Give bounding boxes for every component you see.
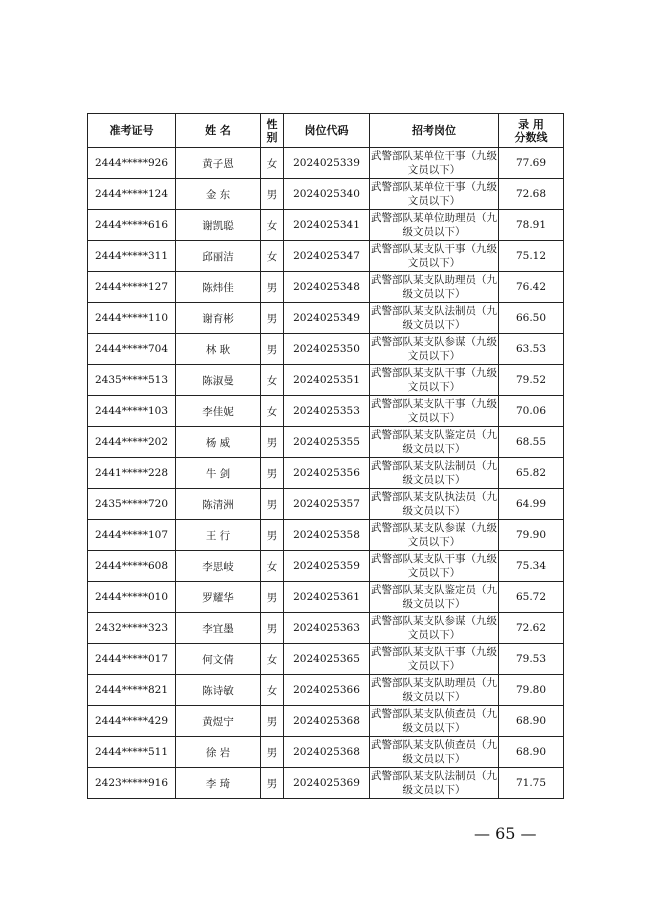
cell-name: 徐 岩: [176, 737, 261, 768]
cell-post-code: 2024025357: [284, 489, 370, 520]
cell-exam-id: 2444*****110: [88, 303, 176, 334]
cell-post-code: 2024025358: [284, 520, 370, 551]
cell-gender: 男: [261, 582, 284, 613]
cell-post-code: 2024025341: [284, 210, 370, 241]
page-number: — 65 —: [474, 824, 537, 843]
cell-gender: 女: [261, 675, 284, 706]
cell-exam-id: 2444*****103: [88, 396, 176, 427]
cell-exam-id: 2444*****616: [88, 210, 176, 241]
cell-gender: 男: [261, 737, 284, 768]
cell-name: 李宜墨: [176, 613, 261, 644]
cell-exam-id: 2444*****821: [88, 675, 176, 706]
cell-name: 谢育彬: [176, 303, 261, 334]
cell-gender: 男: [261, 768, 284, 799]
cell-exam-id: 2435*****720: [88, 489, 176, 520]
cell-name: 李 琦: [176, 768, 261, 799]
table-row: [88, 768, 564, 799]
cell-post: 武警部队某支队参谋（九级文员以下）: [370, 613, 499, 644]
cell-post: 武警部队某支队鉴定员（九级文员以下）: [370, 427, 499, 458]
cell-gender: 女: [261, 551, 284, 582]
cell-exam-id: 2444*****017: [88, 644, 176, 675]
cell-post: 武警部队某支队干事（九级文员以下）: [370, 396, 499, 427]
cell-exam-id: 2444*****704: [88, 334, 176, 365]
header-name: 姓 名: [176, 114, 261, 148]
cell-post: 武警部队某单位助理员（九级文员以下）: [370, 210, 499, 241]
cell-exam-id: 2444*****311: [88, 241, 176, 272]
cell-score: 78.91: [499, 210, 564, 241]
cell-exam-id: 2432*****323: [88, 613, 176, 644]
cell-gender: 女: [261, 644, 284, 675]
cell-exam-id: 2444*****511: [88, 737, 176, 768]
cell-gender: 男: [261, 613, 284, 644]
table-row: [88, 737, 564, 768]
table-row: [88, 675, 564, 706]
table-row: [88, 241, 564, 272]
cell-post: 武警部队某单位干事（九级文员以下）: [370, 148, 499, 179]
cell-exam-id: 2441*****228: [88, 458, 176, 489]
cell-score: 70.06: [499, 396, 564, 427]
cell-post-code: 2024025363: [284, 613, 370, 644]
cell-name: 杨 威: [176, 427, 261, 458]
cell-post-code: 2024025350: [284, 334, 370, 365]
cell-score: 72.62: [499, 613, 564, 644]
cell-exam-id: 2444*****429: [88, 706, 176, 737]
cell-post: 武警部队某支队干事（九级文员以下）: [370, 365, 499, 396]
cell-score: 68.90: [499, 706, 564, 737]
cell-score: 75.34: [499, 551, 564, 582]
cell-name: 李思岐: [176, 551, 261, 582]
cell-post: 武警部队某支队干事（九级文员以下）: [370, 551, 499, 582]
cell-post: 武警部队某单位干事（九级文员以下）: [370, 179, 499, 210]
header-exam-id: 准考证号: [88, 114, 176, 148]
header-post: 招考岗位: [370, 114, 499, 148]
cell-post-code: 2024025359: [284, 551, 370, 582]
cell-gender: 女: [261, 365, 284, 396]
cell-post: 武警部队某支队侦查员（九级文员以下）: [370, 737, 499, 768]
cell-name: 何文倩: [176, 644, 261, 675]
table-row: [88, 644, 564, 675]
cell-post-code: 2024025348: [284, 272, 370, 303]
cell-gender: 女: [261, 241, 284, 272]
cell-name: 邱丽洁: [176, 241, 261, 272]
cell-name: 陈诗敏: [176, 675, 261, 706]
cell-post: 武警部队某支队参谋（九级文员以下）: [370, 520, 499, 551]
table-header-row: [88, 114, 564, 148]
cell-gender: 男: [261, 303, 284, 334]
cell-post-code: 2024025353: [284, 396, 370, 427]
cell-gender: 男: [261, 272, 284, 303]
cell-exam-id: 2444*****127: [88, 272, 176, 303]
cell-name: 林 耿: [176, 334, 261, 365]
cell-score: 76.42: [499, 272, 564, 303]
table-row: [88, 334, 564, 365]
cell-gender: 女: [261, 148, 284, 179]
header-post-code: 岗位代码: [284, 114, 370, 148]
cell-name: 谢凯聪: [176, 210, 261, 241]
cell-gender: 男: [261, 458, 284, 489]
cell-post: 武警部队某支队法制员（九级文员以下）: [370, 768, 499, 799]
cell-post: 武警部队某支队鉴定员（九级文员以下）: [370, 582, 499, 613]
table-row: [88, 489, 564, 520]
table-row: [88, 179, 564, 210]
header-score: 录 用 分数线: [499, 114, 564, 148]
cell-post-code: 2024025347: [284, 241, 370, 272]
cell-post: 武警部队某支队干事（九级文员以下）: [370, 241, 499, 272]
cell-score: 71.75: [499, 768, 564, 799]
cell-exam-id: 2435*****513: [88, 365, 176, 396]
cell-gender: 男: [261, 334, 284, 365]
cell-exam-id: 2423*****916: [88, 768, 176, 799]
admission-roster-table: [87, 113, 564, 799]
cell-score: 68.90: [499, 737, 564, 768]
cell-name: 陈淑曼: [176, 365, 261, 396]
cell-post-code: 2024025369: [284, 768, 370, 799]
cell-name: 陈炜佳: [176, 272, 261, 303]
table-row: [88, 396, 564, 427]
header-gender: 性 别: [261, 114, 284, 148]
cell-score: 79.90: [499, 520, 564, 551]
cell-post: 武警部队某支队干事（九级文员以下）: [370, 644, 499, 675]
cell-post: 武警部队某支队法制员（九级文员以下）: [370, 458, 499, 489]
cell-post-code: 2024025368: [284, 737, 370, 768]
table-body: [88, 148, 564, 799]
table-row: [88, 427, 564, 458]
cell-post: 武警部队某支队助理员（九级文员以下）: [370, 272, 499, 303]
cell-gender: 女: [261, 396, 284, 427]
cell-gender: 男: [261, 706, 284, 737]
cell-name: 黄煜宁: [176, 706, 261, 737]
cell-gender: 男: [261, 489, 284, 520]
cell-exam-id: 2444*****202: [88, 427, 176, 458]
cell-exam-id: 2444*****124: [88, 179, 176, 210]
cell-score: 63.53: [499, 334, 564, 365]
cell-score: 68.55: [499, 427, 564, 458]
cell-post-code: 2024025340: [284, 179, 370, 210]
cell-exam-id: 2444*****608: [88, 551, 176, 582]
cell-post-code: 2024025361: [284, 582, 370, 613]
table-row: [88, 551, 564, 582]
cell-score: 72.68: [499, 179, 564, 210]
cell-post-code: 2024025349: [284, 303, 370, 334]
cell-post: 武警部队某支队执法员（九级文员以下）: [370, 489, 499, 520]
cell-score: 65.82: [499, 458, 564, 489]
cell-post: 武警部队某支队法制员（九级文员以下）: [370, 303, 499, 334]
cell-score: 66.50: [499, 303, 564, 334]
cell-gender: 男: [261, 427, 284, 458]
cell-score: 65.72: [499, 582, 564, 613]
cell-name: 黄子恩: [176, 148, 261, 179]
cell-name: 罗耀华: [176, 582, 261, 613]
table-row: [88, 210, 564, 241]
cell-name: 李佳妮: [176, 396, 261, 427]
cell-exam-id: 2444*****926: [88, 148, 176, 179]
cell-post-code: 2024025339: [284, 148, 370, 179]
cell-post-code: 2024025356: [284, 458, 370, 489]
cell-gender: 男: [261, 179, 284, 210]
cell-post-code: 2024025351: [284, 365, 370, 396]
table-row: [88, 303, 564, 334]
cell-score: 79.80: [499, 675, 564, 706]
cell-post-code: 2024025355: [284, 427, 370, 458]
table-row: [88, 148, 564, 179]
table-row: [88, 582, 564, 613]
table-row: [88, 365, 564, 396]
cell-post-code: 2024025366: [284, 675, 370, 706]
cell-gender: 女: [261, 210, 284, 241]
cell-gender: 男: [261, 520, 284, 551]
cell-post: 武警部队某支队侦查员（九级文员以下）: [370, 706, 499, 737]
cell-name: 金 东: [176, 179, 261, 210]
cell-score: 79.53: [499, 644, 564, 675]
table-row: [88, 613, 564, 644]
cell-score: 79.52: [499, 365, 564, 396]
cell-name: 陈清洲: [176, 489, 261, 520]
table-row: [88, 520, 564, 551]
cell-post: 武警部队某支队助理员（九级文员以下）: [370, 675, 499, 706]
cell-post: 武警部队某支队参谋（九级文员以下）: [370, 334, 499, 365]
cell-name: 王 行: [176, 520, 261, 551]
table-row: [88, 272, 564, 303]
cell-score: 64.99: [499, 489, 564, 520]
cell-name: 牛 剑: [176, 458, 261, 489]
cell-exam-id: 2444*****010: [88, 582, 176, 613]
cell-post-code: 2024025365: [284, 644, 370, 675]
table-row: [88, 706, 564, 737]
cell-post-code: 2024025368: [284, 706, 370, 737]
cell-score: 75.12: [499, 241, 564, 272]
cell-exam-id: 2444*****107: [88, 520, 176, 551]
cell-score: 77.69: [499, 148, 564, 179]
table-row: [88, 458, 564, 489]
